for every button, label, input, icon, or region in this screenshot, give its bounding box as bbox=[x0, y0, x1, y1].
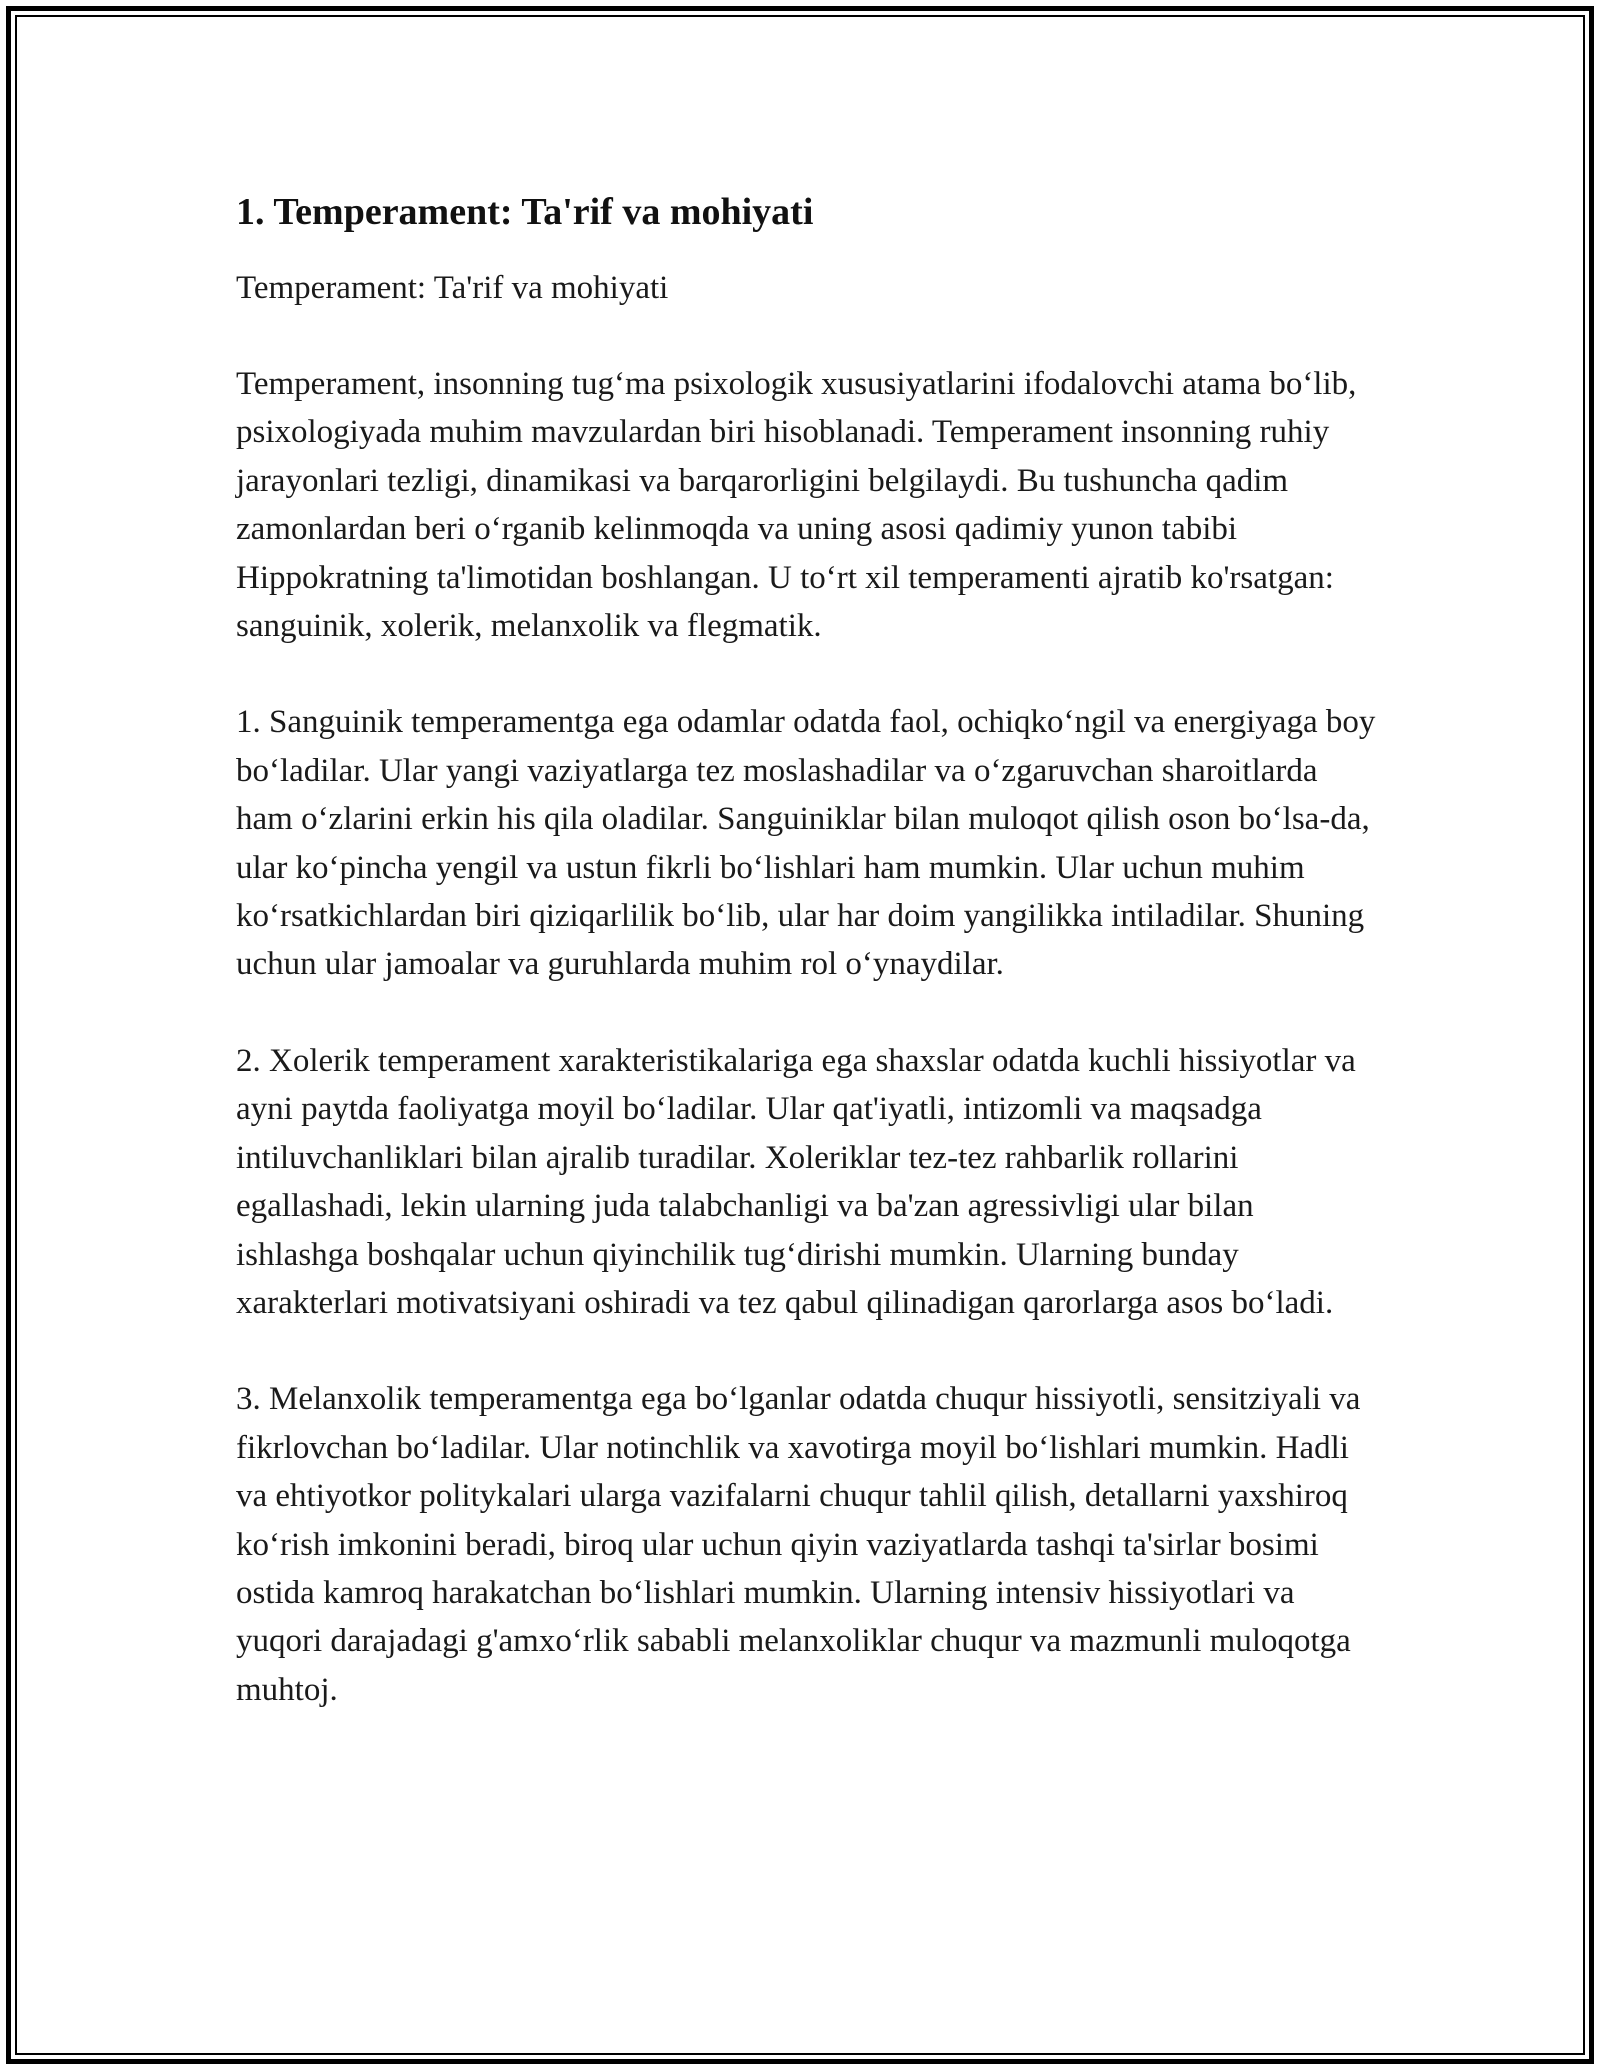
section-heading: 1. Temperament: Ta'rif va mohiyati bbox=[236, 191, 814, 233]
intro-paragraph: Temperament, insonning tug‘ma psixologik xususiyatlarini ifodalovchi atama bo‘lib, psixologiyada muhim mavzulardan biri hisoblanadi. Temperament insonning ruhiy jarayonlari tezligi, dinamikasi va barqarorligini belgilaydi. Bu tushuncha qadim zamonlardan beri o‘rganib kelinmoqda va uning asosi qadimiy yunon tabibi Hippokratning ta'limotidan boshlangan. U to‘rt xil temperamenti ajratib ko'rsatgan: sanguinik, xolerik, melanxolik va flegmatik. bbox=[236, 366, 1357, 645]
melancholic-paragraph: 3. Melanxolik temperamentga ega bo‘lganlar odatda chuqur hissiyotli, sensitziyali va fikrlovchan bo‘ladilar. Ular notinchlik va xavotirga moyil bo‘lishlari mumkin. Hadli va ehtiyotkor politykalari ularga vazifalarni chuqur tahlil qilish, detallarni yaxshiroq ko‘rish imkonini beradi, biroq ular uchun qiyin vaziyatlarda tashqi ta'sirlar bosimi ostida kamroq harakatchan bo‘lishlari mumkin. Ularning intensiv hissiyotlari va yuqori darajadagi g'amxo‘rlik sababli melanxoliklar chuqur va mazmunli muloqotga muhtoj. bbox=[236, 1381, 1361, 1708]
document-body bbox=[236, 188, 1376, 1762]
choleric-paragraph: 2. Xolerik temperament xarakteristikalariga ega shaxslar odatda kuchli hissiyotlar va ayni paytda faoliyatga moyil bo‘ladilar. Ular qat'iyatli, intizomli va maqsadga intiluvchanliklari bilan ajralib turadilar. Xoleriklar tez-tez rahbarlik rollarini egallashadi, lekin ularning juda talabchanligi va ba'zan agressivligi ular bilan ishlashga boshqalar uchun qiyinchilik tug‘dirishi mumkin. Ularning bunday xarakterlari motivatsiyani oshiradi va tez qabul qilinadigan qarorlarga asos bo‘ladi. bbox=[236, 1042, 1356, 1321]
section-subheading: Temperament: Ta'rif va mohiyati bbox=[236, 270, 669, 306]
sanguine-paragraph: 1. Sanguinik temperamentga ega odamlar odatda faol, ochiqko‘ngil va energiyaga boy bo‘ladilar. Ular yangi vaziyatlarga tez moslashadilar va o‘zgaruvchan sharoitlarda ham o‘zlarini erkin his qila oladilar. Sanguiniklar bilan muloqot qilish oson bo‘lsa-da, ular ko‘pincha yengil va ustun fikrli bo‘lishlari ham mumkin. Ular uchun muhim ko‘rsatkichlardan biri qiziqarlilik bo‘lib, ular har doim yangilikka intiladilar. Shuning uchun ular jamoalar va guruhlarda muhim rol o‘ynaydilar. bbox=[236, 704, 1376, 983]
